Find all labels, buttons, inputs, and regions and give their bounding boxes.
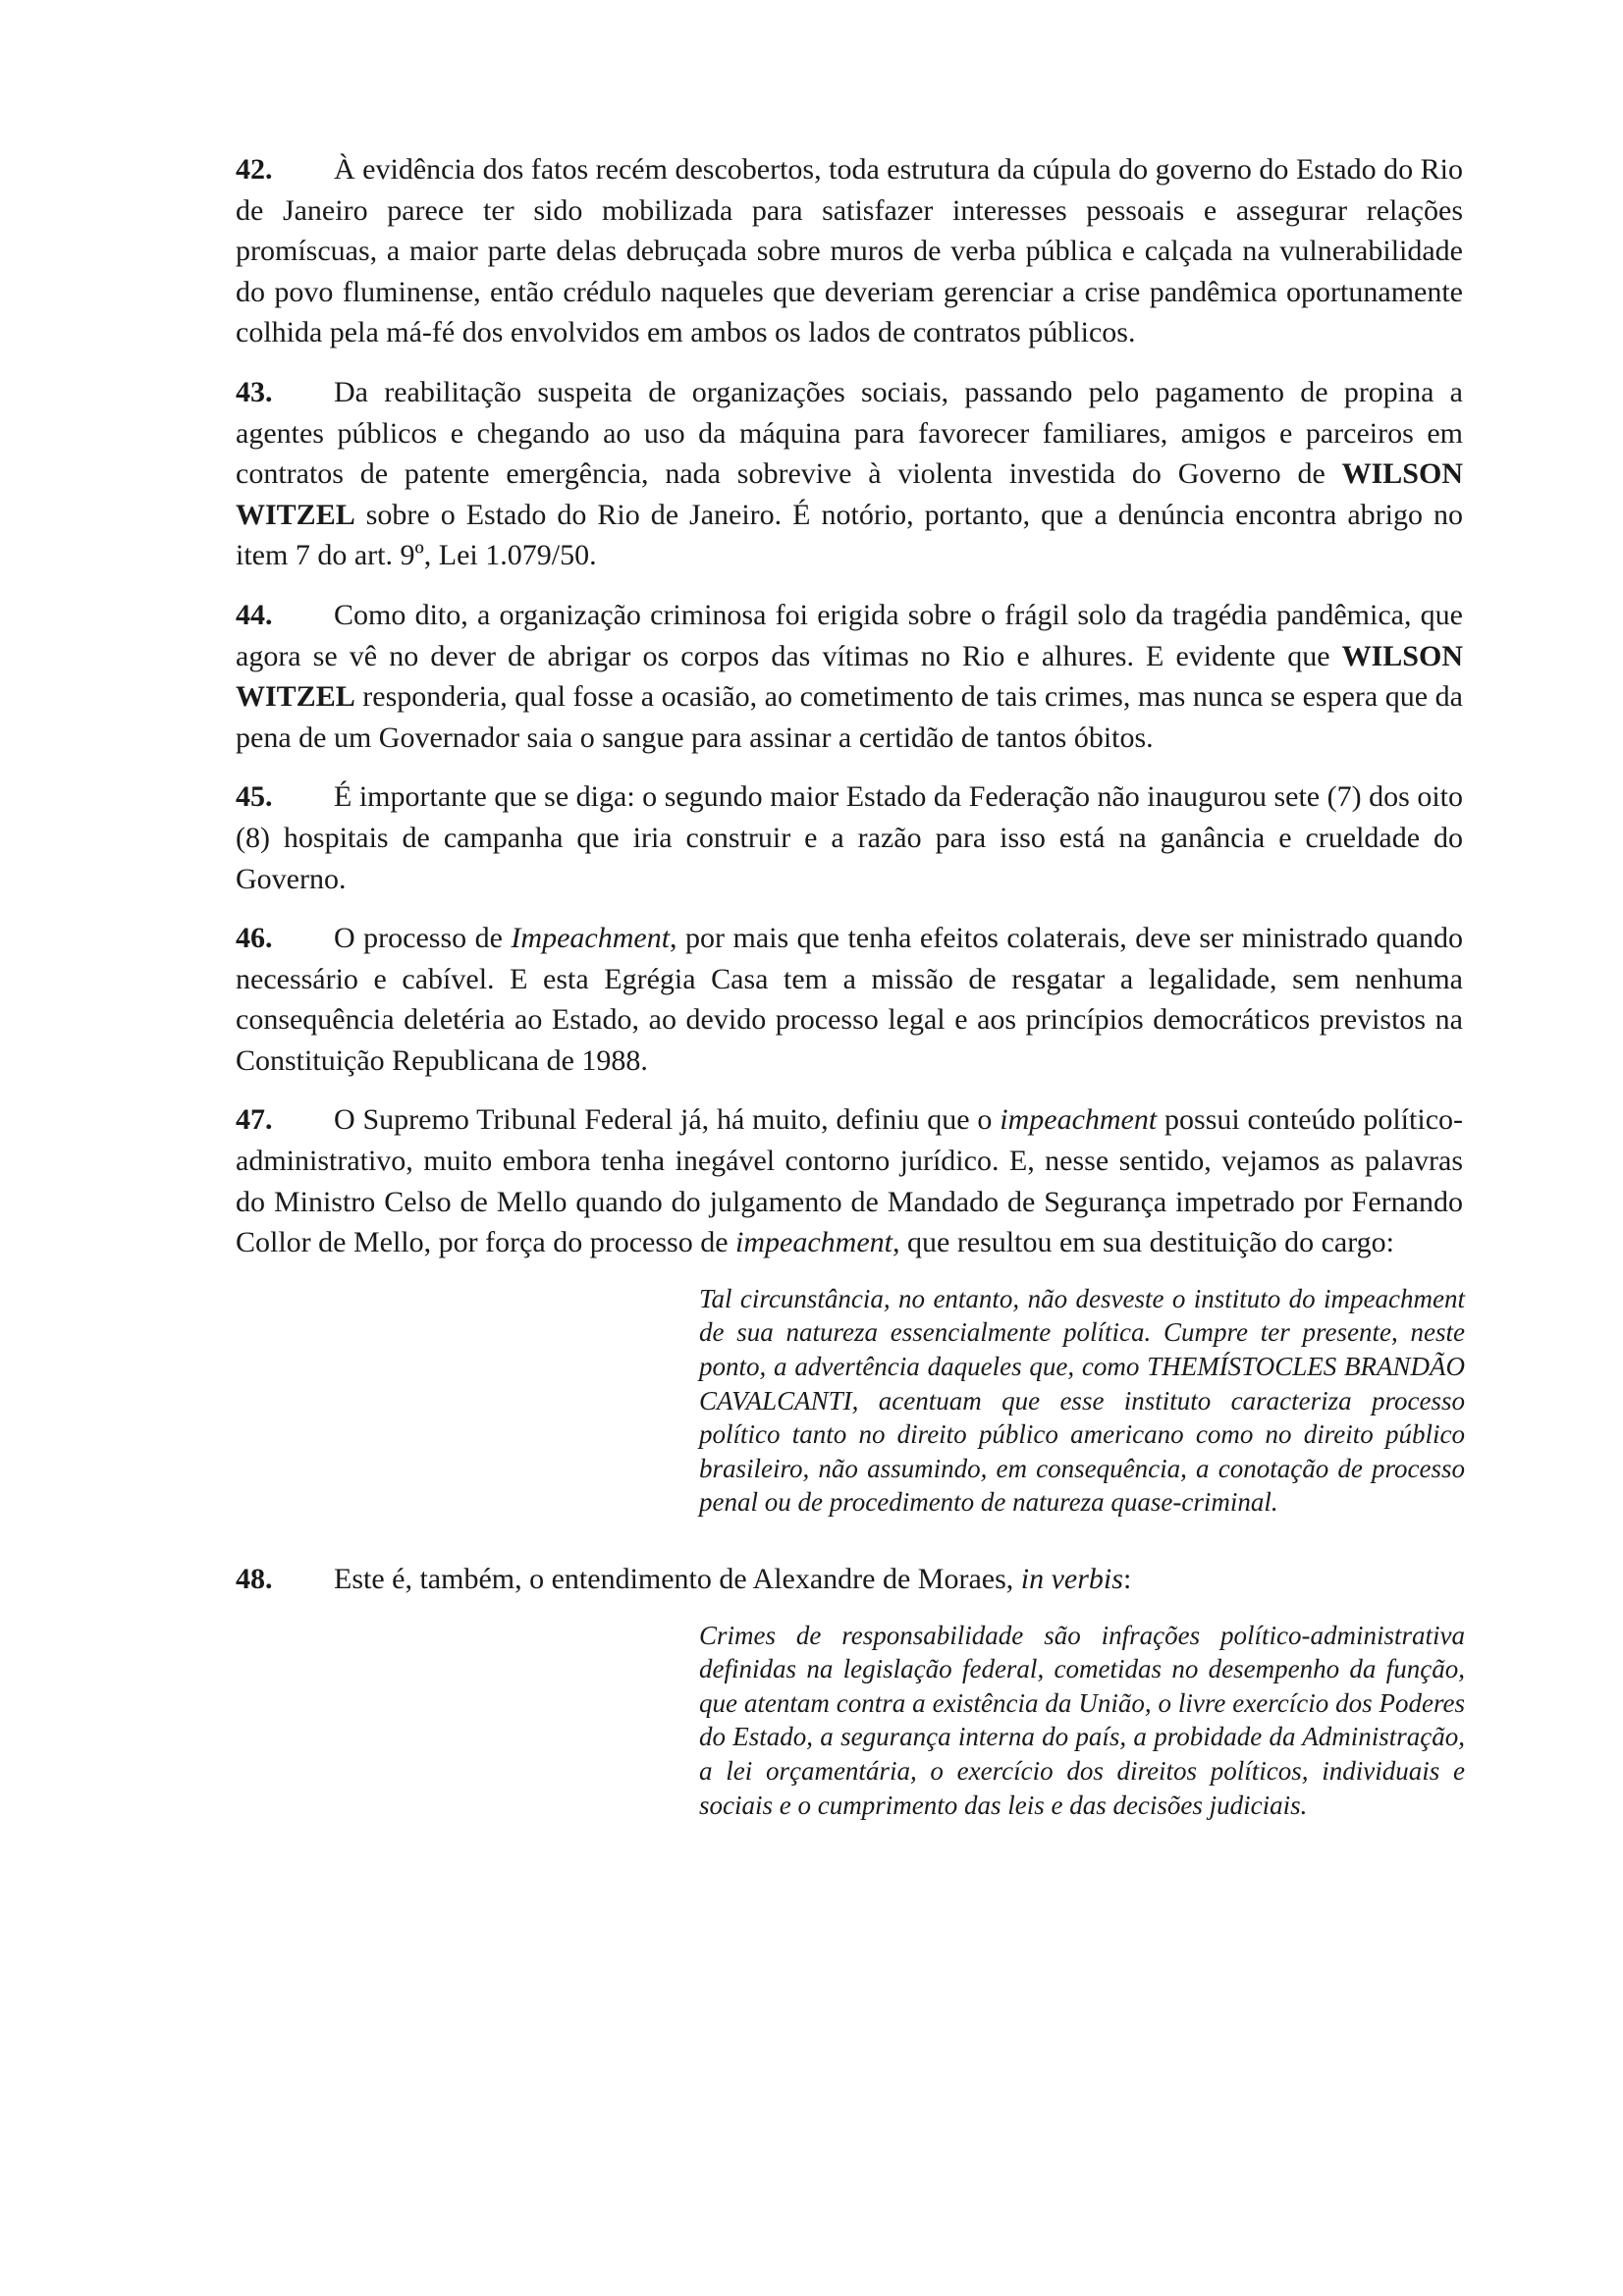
paragraph-text: : [1122,1563,1132,1595]
paragraph-number: 45. [236,780,273,814]
paragraph-text: À evidência dos fatos recém descobertos, toda estrutura da cúpula do governo do Estado do Rio de Janeiro parece ter sido mobilizada para satisfazer interesses pessoais e assegurar relações promíscuas, a maior parte delas debruçada sobre muros de verba pública e calçada na vulnerabilidade do povo fluminense, então crédulo naqueles que deveriam gerenciar a crise pandêmica oportunamente colhida pela má-fé dos envolvidos em ambos os lados de contratos públicos. [236,153,1463,349]
paragraph-46 [236,918,1463,1081]
paragraph-number: 43. [236,375,273,408]
paragraph-42 [236,149,1463,353]
paragraph-number: 46. [236,922,273,955]
block-quote-alexandre-de-moraes: Crimes de responsabilidade são infrações político-administrativa definidas na legislação federal, cometidas no desempenho da função, que atentam contra a existência da União, o livre exercício dos Poderes do Estado, a segurança interna do país, a probidade da Administração, a lei orçamentária, o exercício dos direitos políticos, individuais e sociais e o cumprimento das leis e das decisões judiciais. [699,1620,1465,1820]
paragraph-text: sobre o Estado do Rio de Janeiro. É notório, portanto, que a denúncia encontra abrigo no item 7 do art. 9º, Lei 1.079/50. [236,498,1463,572]
paragraph-text: O processo de [334,922,512,955]
paragraph-number: 48. [236,1563,273,1595]
paragraph-number: 47. [236,1103,273,1137]
paragraph-44 [236,595,1463,758]
paragraph-45 [236,776,1463,899]
bold-name: WILSON WITZEL [236,457,1463,531]
paragraph-48 [236,1559,1463,1600]
italic-term: impeachment [1000,1103,1158,1137]
paragraph-text: , que resultou em sua destituição do cargo: [893,1226,1394,1259]
paragraph-text: É importante que se diga: o segundo maior Estado da Federação não inaugurou sete (7) dos oito (8) hospitais de campanha que iria construir e a razão para isso está na ganância e crueldade do Governo. [236,780,1463,895]
paragraph-text: , por mais que tenha efeitos colaterais, deve ser ministrado quando necessário e cabível. E esta Egrégia Casa tem a missão de resgatar a legalidade, sem nenhuma consequência deletéria ao Estado, ao devido processo legal e aos princípios democráticos previstos na Constituição Republicana de 1988. [236,922,1463,1077]
paragraph-text: Como dito, a organização criminosa foi erigida sobre o frágil solo da tragédia pandêmica, que agora se vê no dever de abrigar os corpos das vítimas no Rio e alhures. E evidente que [236,598,1463,672]
paragraph-text: Este é, também, o entendimento de Alexandre de Moraes, [334,1563,1021,1595]
paragraph-number: 44. [236,598,273,631]
paragraph-43 [236,372,1463,576]
bold-name: WILSON WITZEL [236,639,1463,714]
italic-term: in verbis [1020,1563,1123,1595]
paragraph-text: responderia, qual fosse a ocasião, ao cometimento de tais crimes, mas nunca se espera que da pena de um Governador saia o sangue para assinar a certidão de tantos óbitos. [236,680,1463,754]
paragraph-text: O Supremo Tribunal Federal já, há muito, definiu que o [334,1103,1001,1137]
document-page [236,149,1463,1861]
italic-term: Impeachment [511,922,671,955]
italic-term: impeachment [735,1226,893,1259]
paragraph-47 [236,1099,1463,1262]
paragraph-text: possui conteúdo político-administrativo, muito embora tenha inegável contorno jurídico. E, nesse sentido, vejamos as palavras do Ministro Celso de Mello quando do julgamento de Mandado de Segurança impetrado por Fernando Collor de Mello, por força do processo de [236,1103,1463,1259]
block-quote-celso-de-mello: Tal circunstância, no entanto, não desveste o instituto do impeachment de sua natureza essencialmente política. Cumpre ter presente, neste ponto, a advertência daqueles que, como THEMÍSTOCLES BRANDÃO CAVALCANTI, acentuam que esse instituto caracteriza processo político tanto no direito público americano como no direito público brasileiro, não assumindo, em consequência, a conotação de processo penal ou de procedimento de natureza quase-criminal. [699,1283,1465,1518]
paragraph-text: Da reabilitação suspeita de organizações sociais, passando pelo pagamento de propina a agentes públicos e chegando ao uso da máquina para favorecer familiares, amigos e parceiros em contratos de patente emergência, nada sobrevive à violenta investida do Governo de [236,375,1463,491]
paragraph-number: 42. [236,153,273,186]
